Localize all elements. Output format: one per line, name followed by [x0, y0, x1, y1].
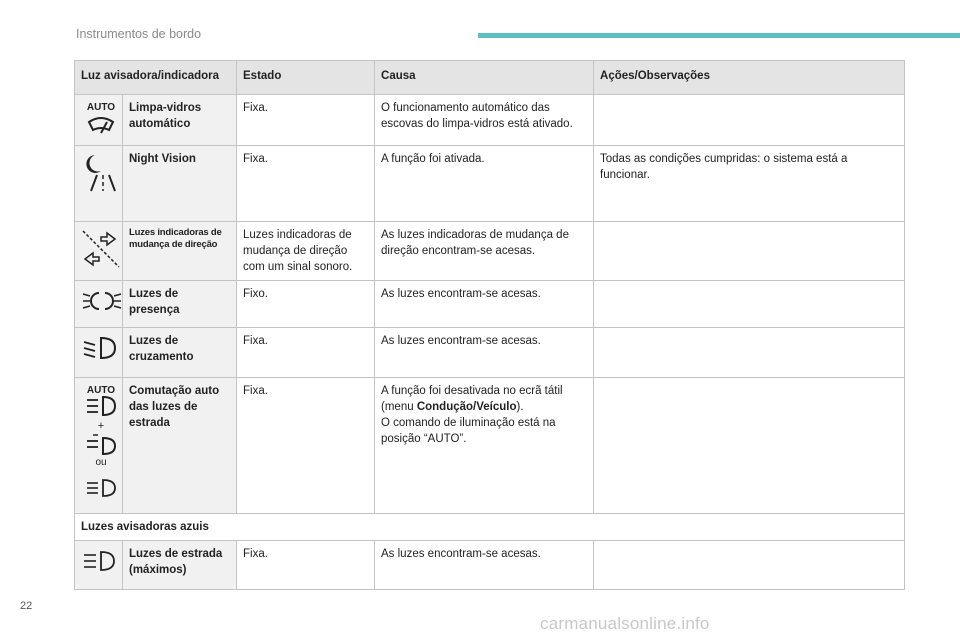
indicator-action: [594, 222, 905, 281]
indicator-cause: As luzes encontram-se acesas.: [375, 541, 594, 590]
header-accent-bar: [478, 33, 960, 38]
indicator-cause: As luzes encontram-se acesas.: [375, 328, 594, 378]
dipped-beam-icon: [81, 333, 117, 363]
indicator-name: Luzes de cruzamento: [123, 328, 237, 378]
indicator-action: [594, 328, 905, 378]
table-row: [75, 146, 905, 222]
indicator-state: Fixa.: [237, 146, 375, 222]
column-header-state: Estado: [237, 61, 375, 95]
table-row: [75, 328, 905, 378]
indicator-name: Luzes indicadoras de mudança de direção: [123, 222, 237, 281]
indicator-cause: O funcionamento automático das escovas do limpa-vidros está ativado.: [375, 95, 594, 146]
cause-text-line2: O comando de iluminação está na posição “AUTO”.: [381, 417, 556, 445]
main-beam-icon: [81, 546, 117, 576]
indicator-table: [74, 60, 905, 590]
indicator-action: [594, 95, 905, 146]
column-header-indicator: Luz avisadora/indicadora: [75, 61, 237, 95]
parking-lights-icon: [81, 286, 123, 316]
row-icon-cell: [75, 541, 123, 590]
row-icon-cell: [75, 222, 123, 281]
indicator-state: Fixa.: [237, 378, 375, 514]
table-header-row: [75, 61, 905, 95]
or-label: ou: [95, 457, 107, 468]
indicator-name: Luzes de presença: [123, 281, 237, 328]
row-icon-cell: [75, 95, 123, 146]
row-icon-cell: [75, 281, 123, 328]
column-header-actions: Ações/Observações: [594, 61, 905, 95]
plus-label: +: [97, 420, 105, 432]
indicator-action: [594, 378, 905, 514]
indicator-state: Fixo.: [237, 281, 375, 328]
auto-label: AUTO: [86, 385, 116, 396]
high-beam-symbol: [87, 480, 115, 496]
row-icon-cell: [75, 328, 123, 378]
auto-label: AUTO: [86, 102, 116, 113]
row-icon-cell: [75, 378, 123, 514]
section-title: Luzes avisadoras azuis: [75, 514, 905, 541]
indicator-action: Todas as condições cumpridas: o sistema está a funcionar.: [594, 146, 905, 222]
table-row: [75, 378, 905, 514]
table-row: [75, 541, 905, 590]
secondary-beam-symbol: [87, 435, 115, 454]
indicator-state: Fixa.: [237, 95, 375, 146]
cause-text-part1: A função foi desativada no ecrã tátil (menu: [381, 385, 563, 413]
row-icon-cell: [75, 146, 123, 222]
cause-menu-path: Condução/Veículo: [416, 401, 517, 413]
table-row: [75, 281, 905, 328]
page-header-title: Instrumentos de bordo: [76, 27, 202, 41]
indicator-action: [594, 541, 905, 590]
watermark: carmanualsonline.info: [540, 614, 710, 633]
main-beam-symbol: [87, 397, 115, 415]
auto-high-beam-icon: [81, 383, 121, 507]
turn-signal-icon: [81, 227, 121, 271]
indicator-name: Night Vision: [123, 146, 237, 222]
table-row: [75, 222, 905, 281]
indicator-action: [594, 281, 905, 328]
table-row: [75, 95, 905, 146]
section-row: [75, 514, 905, 541]
indicator-state: Fixa.: [237, 541, 375, 590]
page-number: 22: [20, 600, 33, 612]
indicator-state: Fixa.: [237, 328, 375, 378]
indicator-cause: A função foi ativada.: [375, 146, 594, 222]
night-vision-icon: [81, 151, 121, 195]
column-header-cause: Causa: [375, 61, 594, 95]
indicator-name: Comutação auto das luzes de estrada: [123, 378, 237, 514]
indicator-state: Luzes indicadoras de mudança de direção com um sinal sonoro.: [237, 222, 375, 281]
indicator-cause: [375, 378, 594, 514]
indicator-cause: As luzes encontram-se acesas.: [375, 281, 594, 328]
auto-wiper-icon: [81, 100, 121, 140]
cause-text-part2: ).: [516, 401, 524, 413]
indicator-name: Luzes de estrada (máximos): [123, 541, 237, 590]
indicator-cause: As luzes indicadoras de mudança de direção encontram-se acesas.: [375, 222, 594, 281]
indicator-name: Limpa-vidros automático: [123, 95, 237, 146]
